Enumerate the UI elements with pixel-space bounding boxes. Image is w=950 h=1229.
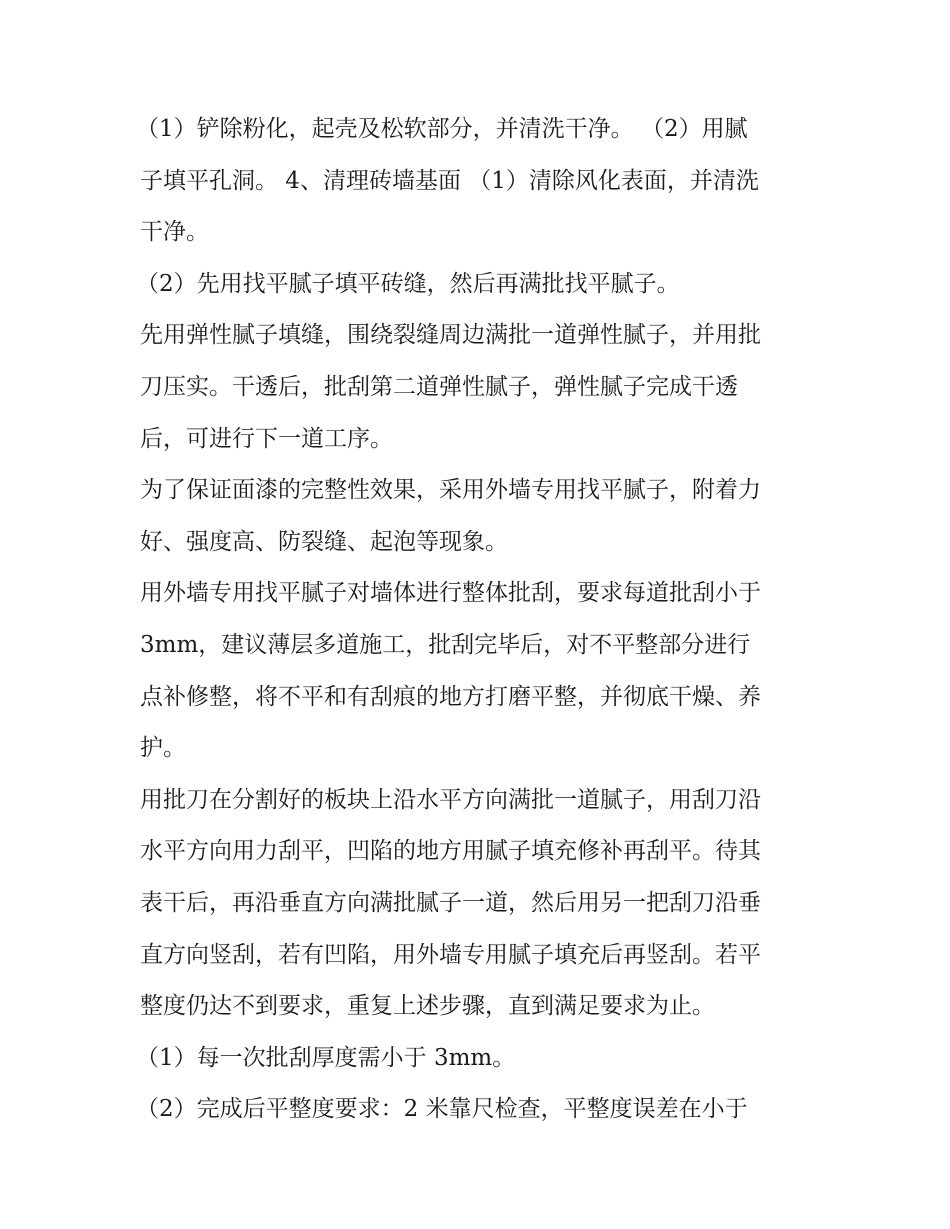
text-line: （1）铲除粉化，起壳及松软部分，并清洗干净。 （2）用腻 — [136, 116, 748, 142]
text-line: 护。 — [140, 735, 186, 762]
text-line: 后，可进行下一道工序。 — [140, 425, 393, 452]
text-line: 好、强度高、防裂缝、起泡等现象。 — [140, 528, 508, 555]
document-body — [136, 104, 820, 1136]
text-line: 整度仍达不到要求，重复上述步骤，直到满足要求为止。 — [140, 993, 715, 1020]
text-line: 3mm，建议薄层多道施工，批刮完毕后，对不平整部分进行 — [140, 631, 751, 658]
text-line: （2）完成后平整度要求：2 米靠尺检查，平整度误差在小于 — [136, 1096, 748, 1123]
text-line: 用批刀在分割好的板块上沿水平方向满批一道腻子，用刮刀沿 — [140, 786, 761, 813]
text-line: 水平方向用力刮平，凹陷的地方用腻子填充修补再刮平。待其 — [140, 838, 761, 865]
text-line: （2）先用找平腻子填平砖缝，然后再满批找平腻子。 — [136, 270, 680, 297]
text-line: 为了保证面漆的完整性效果，采用外墙专用找平腻子，附着力 — [140, 477, 761, 504]
text-line: 子填平孔洞。 4、清理砖墙基面 （1）清除风化表面，并清洗 — [140, 167, 759, 194]
text-line: 先用弹性腻子填缝，围绕裂缝周边满批一道弹性腻子，并用批 — [140, 322, 761, 349]
text-line: 用外墙专用找平腻子对墙体进行整体批刮，要求每道批刮小于 — [140, 580, 761, 607]
text-line: 点补修整，将不平和有刮痕的地方打磨平整，并彻底干燥、养 — [140, 683, 761, 710]
text-line: （1）每一次批刮厚度需小于 3mm。 — [136, 1044, 516, 1071]
text-line: 刀压实。干透后，批刮第二道弹性腻子，弹性腻子完成干透 — [140, 373, 738, 400]
text-line: 表干后，再沿垂直方向满批腻子一道，然后用另一把刮刀沿垂 — [140, 889, 761, 916]
text-line: 直方向竖刮，若有凹陷，用外墙专用腻子填充后再竖刮。若平 — [140, 941, 761, 968]
text-line: 干净。 — [140, 219, 209, 246]
